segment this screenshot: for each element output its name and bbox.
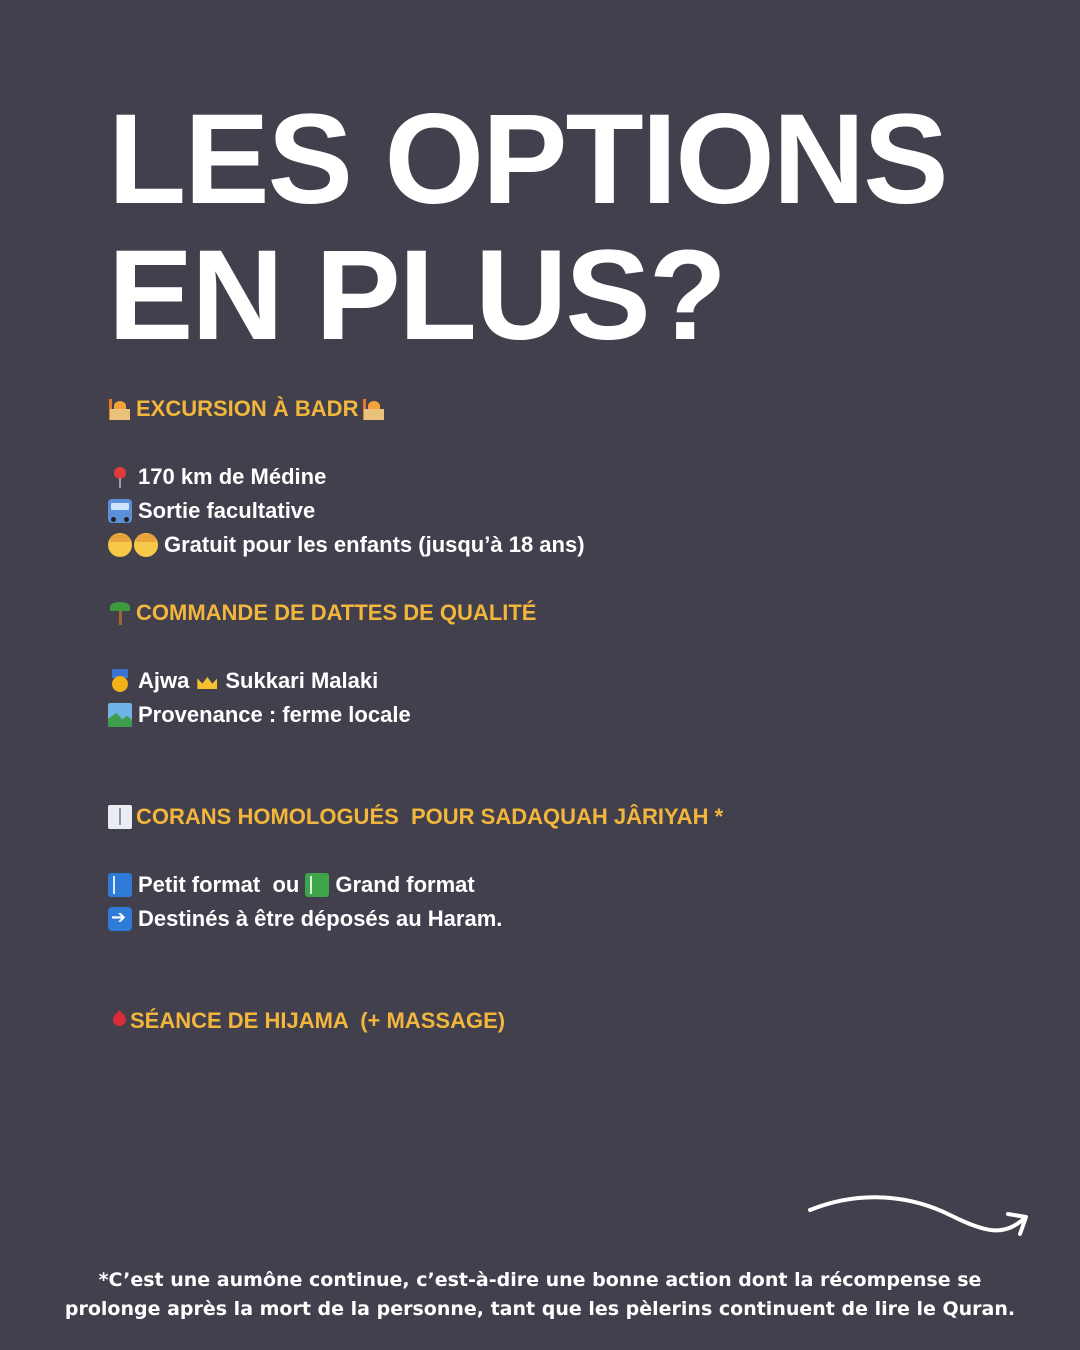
right-arrow-icon	[108, 907, 132, 931]
list-item-text: Ajwa	[138, 668, 190, 693]
section-corans-heading	[108, 800, 723, 834]
drop-of-blood-icon	[108, 1009, 126, 1033]
green-book-icon	[305, 873, 329, 897]
list-item	[108, 868, 723, 902]
open-book-icon	[108, 805, 132, 829]
list-item	[108, 698, 536, 732]
footnote	[0, 1266, 1080, 1324]
round-pushpin-icon	[108, 465, 132, 489]
list-item-text: 170 km de Médine	[138, 464, 327, 489]
list-item-text: Petit format ou	[138, 872, 300, 897]
palm-tree-icon	[108, 601, 132, 625]
section-badr	[108, 392, 585, 562]
list-item-text: Destinés à être déposés au Haram.	[138, 906, 503, 931]
crown-icon	[195, 669, 219, 693]
footnote-line-2: prolonge après la mort de la personne, tant que les pèlerins continuent de lire le Quran.	[64, 1298, 1016, 1320]
list-item	[108, 460, 585, 494]
list-item-text: Sortie facultative	[138, 498, 316, 523]
section-hijama-heading-text: SÉANCE DE HIJAMA (+ MASSAGE)	[130, 1008, 506, 1033]
list-item-text: Sukkari Malaki	[225, 668, 379, 693]
list-item	[108, 528, 585, 562]
section-dates-heading	[108, 596, 536, 630]
footnote-line-1: *C’est une aumône continue, c’est-à-dire une bonne action dont la récompense se	[98, 1269, 982, 1291]
section-corans	[108, 800, 723, 936]
children-icon	[108, 533, 132, 557]
section-hijama	[108, 1004, 505, 1038]
section-dates-heading-text: COMMANDE DE DATTES DE QUALITÉ	[136, 600, 537, 625]
list-item	[108, 664, 536, 698]
page-title	[108, 88, 947, 367]
landscape-icon	[108, 703, 132, 727]
list-item	[108, 494, 585, 528]
children-icon	[134, 533, 158, 557]
page-title-line-1: LES OPTIONS	[108, 88, 947, 231]
section-badr-heading	[108, 392, 585, 426]
list-item-text: Gratuit pour les enfants (jusqu’à 18 ans)	[164, 532, 585, 557]
section-badr-heading-text: EXCURSION À BADR	[136, 396, 359, 421]
section-hijama-heading	[108, 1004, 505, 1038]
swoosh-arrow-icon	[800, 1190, 1040, 1250]
blue-book-icon	[108, 873, 132, 897]
list-item	[108, 902, 723, 936]
list-item-text: Provenance : ferme locale	[138, 702, 411, 727]
list-item-text: Grand format	[335, 872, 475, 897]
mosque-icon	[362, 397, 386, 421]
mosque-icon	[108, 397, 132, 421]
gold-medal-icon	[108, 669, 132, 693]
section-dates	[108, 596, 536, 732]
bus-icon	[108, 499, 132, 523]
section-corans-heading-text: CORANS HOMOLOGUÉS POUR SADAQUAH JÂRIYAH *	[136, 804, 724, 829]
page-title-line-2: EN PLUS?	[108, 224, 725, 367]
